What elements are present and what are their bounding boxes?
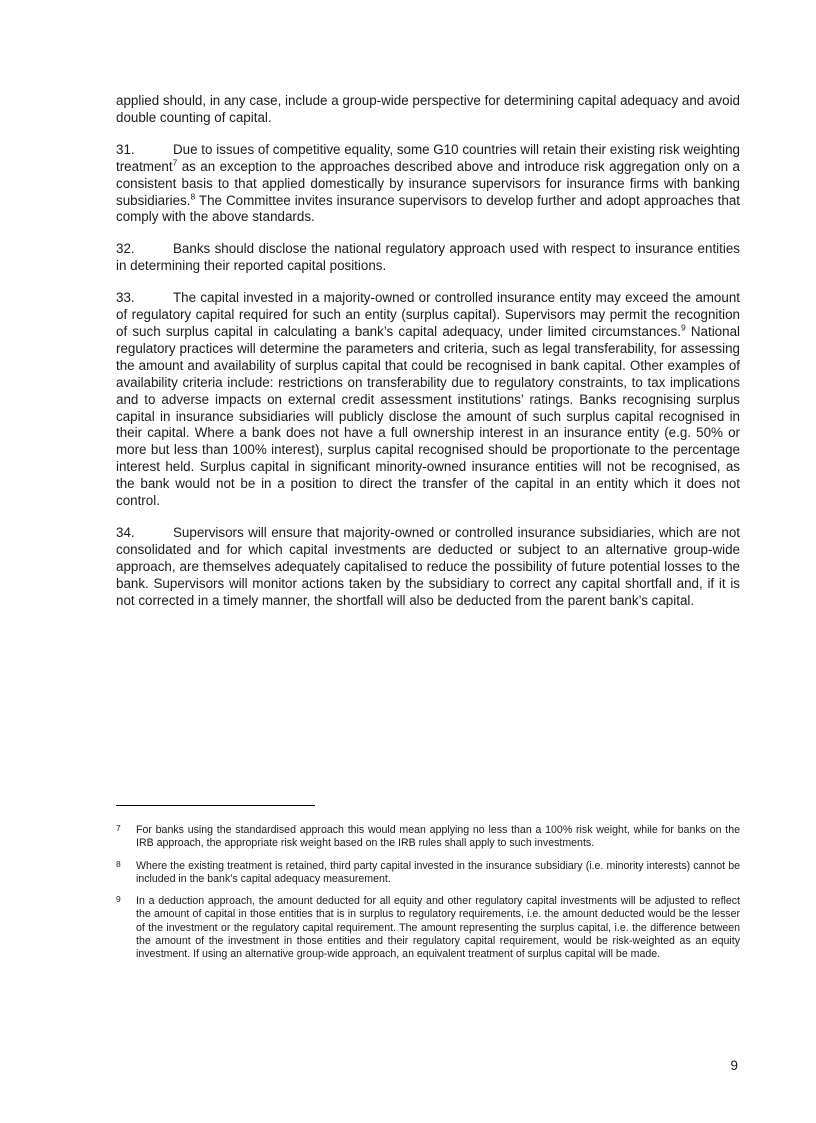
paragraph-32	[116, 241, 740, 275]
paragraph-text: Banks should disclose the national regulatory approach used with respect to insurance entities in determining their reported capital positions.	[116, 241, 740, 274]
footnote-item	[116, 860, 740, 887]
paragraph-text: as an exception to the approaches described above and introduce risk aggregation only on a consistent basis to that applied domestically by insurance supervisors for insurance firms with banking subsidiaries.	[116, 158, 740, 208]
paragraph-intro	[116, 93, 740, 127]
paragraph-number: 31.	[116, 141, 135, 157]
paragraph-31	[116, 142, 740, 227]
footnote-reference[interactable]: 7	[172, 157, 178, 168]
footnote-item	[116, 895, 740, 961]
footnote-mark: 8	[116, 858, 121, 869]
footnote-reference[interactable]: 9	[680, 322, 686, 333]
footnote-mark: 7	[116, 823, 121, 833]
footnote-item	[116, 824, 740, 851]
page-number: 9	[730, 1058, 738, 1073]
footnote-divider	[116, 805, 315, 806]
paragraph-intro-text: applied should, in any case, include a group-wide perspective for determining capital adequacy and avoid double counting of capital.	[116, 93, 740, 125]
footnote-mark: 9	[116, 894, 121, 905]
footnote-reference[interactable]: 8	[190, 191, 196, 202]
paragraph-text: Supervisors will ensure that majority-owned or controlled insurance subsidiaries, which are not consolidated and for which capital investments are deducted or subject to an alternative group-wide approach, are themselves adequately capitalised to reduce the possibility of future potential losses to the bank. Supervisors will monitor actions taken by the subsidiary to correct any capital shortfall and, if it is not corrected in a timely manner, the shortfall will also be deducted from the parent bank’s capital.	[116, 524, 740, 608]
footnote-text: Where the existing treatment is retained, third party capital invested in the insurance subsidiary (i.e. minority interests) cannot be included in the bank’s capital adequacy measurement.	[136, 859, 740, 885]
footnote-text: In a deduction approach, the amount deducted for all equity and other regulatory capital investments will be adjusted to reflect the amount of capital in those entities that is in surplus to regulatory requirements, i.e. the amount deducted would be the lesser of the investment or the regulatory capital requirement. The amount representing the surplus capital, i.e. the difference between the amount of the investment in those entities and their regulatory capital requirement, would be risk-weighted as an equity investment. If using an alternative group-wide approach, an equivalent treatment of surplus capital will be made.	[136, 895, 740, 961]
paragraph-text: Due to issues of competitive equality, some G10 countries will retain their existing risk weighting treatment	[116, 141, 740, 174]
paragraph-34	[116, 525, 740, 610]
paragraph-text: The capital invested in a majority-owned or controlled insurance entity may exceed the amount of regulatory capital required for such an entity (surplus capital). Supervisors may permit the recognition of such surplus capital in calculating a bank’s capital adequacy, under limited circumstances.	[116, 290, 740, 339]
paragraph-number: 34.	[116, 524, 135, 540]
footnote-text: For banks using the standardised approach this would mean applying no less than a 100% risk weight, while for banks on the IRB approach, the appropriate risk weight based on the IRB rules shall apply to such investments.	[136, 824, 740, 850]
paragraph-number: 33.	[116, 290, 135, 306]
paragraph-text: The Committee invites insurance supervisors to develop further and adopt approaches that comply with the above standards.	[116, 192, 740, 225]
paragraph-33	[116, 290, 740, 510]
paragraph-text: National regulatory practices will determine the parameters and criteria, such as legal transferability, for assessing the amount and availability of surplus capital that could be recognised in bank capital. Other examples of availability criteria include: restrictions on transferability due to regulatory constraints, to tax implications and to adverse impacts on external credit assessment institutions’ ratings. Banks recognising surplus capital in insurance subsidiaries will publicly disclose the amount of such surplus capital recognised in their capital. Where a bank does not have a full ownership interest in an insurance entity (e.g. 50% or more but less than 100% interest), surplus capital recognised should be proportionate to the percentage interest held. Surplus capital in significant minority-owned insurance entities will not be recognised, as the bank would not be in a position to direct the transfer of the capital in an entity which it does not control.	[116, 323, 740, 509]
paragraph-number: 32.	[116, 241, 135, 257]
document-body	[116, 93, 740, 624]
footnotes-section	[116, 820, 740, 971]
